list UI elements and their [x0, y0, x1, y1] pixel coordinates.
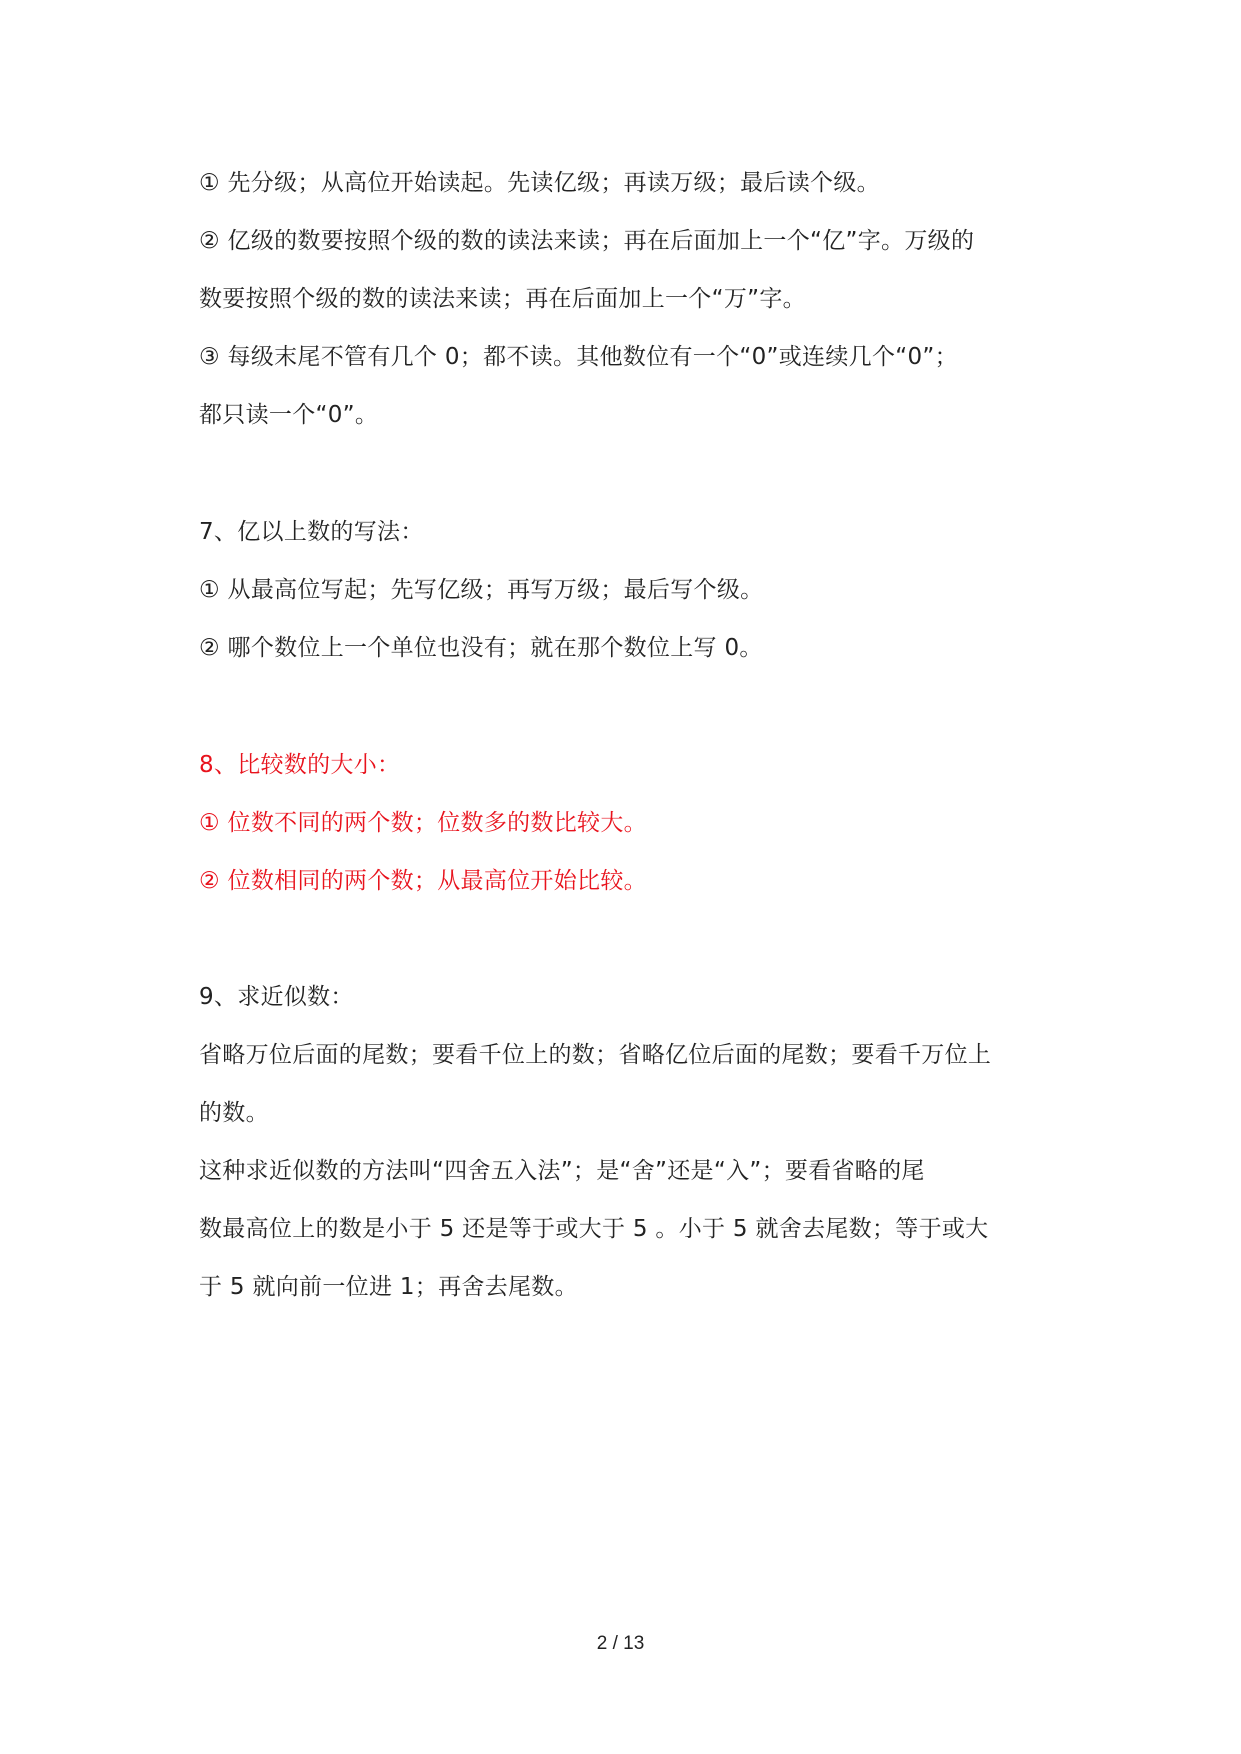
reading-rule-3-line-1: ③ 每级末尾不管有几个 0；都不读。其他数位有一个“0”或连续几个“0”；: [199, 344, 958, 370]
compare-rule-1: ① 位数不同的两个数；位数多的数比较大。: [199, 810, 647, 836]
section-7-heading: 7、亿以上数的写法：: [199, 519, 424, 545]
approx-paragraph-2-line-1: 这种求近似数的方法叫“四舍五入法”；是“舍”还是“入”；要看省略的尾: [199, 1158, 925, 1184]
compare-rule-2: ② 位数相同的两个数；从最高位开始比较。: [199, 868, 647, 894]
approx-paragraph-1-line-2: 的数。: [199, 1100, 269, 1126]
approx-paragraph-2-line-2: 数最高位上的数是小于 5 还是等于或大于 5 。小于 5 就舍去尾数；等于或大: [199, 1216, 989, 1242]
reading-rule-2-line-2: 数要按照个级的数的读法来读；再在后面加上一个“万”字。: [199, 286, 806, 312]
section-8-heading: 8、比较数的大小：: [199, 752, 401, 778]
reading-rule-1: ① 先分级；从高位开始读起。先读亿级；再读万级；最后读个级。: [199, 170, 880, 196]
approx-paragraph-2-line-3: 于 5 就向前一位进 1；再舍去尾数。: [199, 1274, 578, 1300]
reading-rule-3-line-2: 都只读一个“0”。: [199, 402, 379, 428]
writing-rule-1: ① 从最高位写起；先写亿级；再写万级；最后写个级。: [199, 577, 764, 603]
approx-paragraph-1-line-1: 省略万位后面的尾数；要看千位上的数；省略亿位后面的尾数；要看千万位上: [199, 1042, 992, 1068]
page-number: 2 / 13: [596, 1633, 645, 1654]
section-9-heading: 9、求近似数：: [199, 984, 354, 1010]
writing-rule-2: ② 哪个数位上一个单位也没有；就在那个数位上写 0。: [199, 635, 763, 661]
reading-rule-2-line-1: ② 亿级的数要按照个级的数的读法来读；再在后面加上一个“亿”字。万级的: [199, 228, 975, 254]
